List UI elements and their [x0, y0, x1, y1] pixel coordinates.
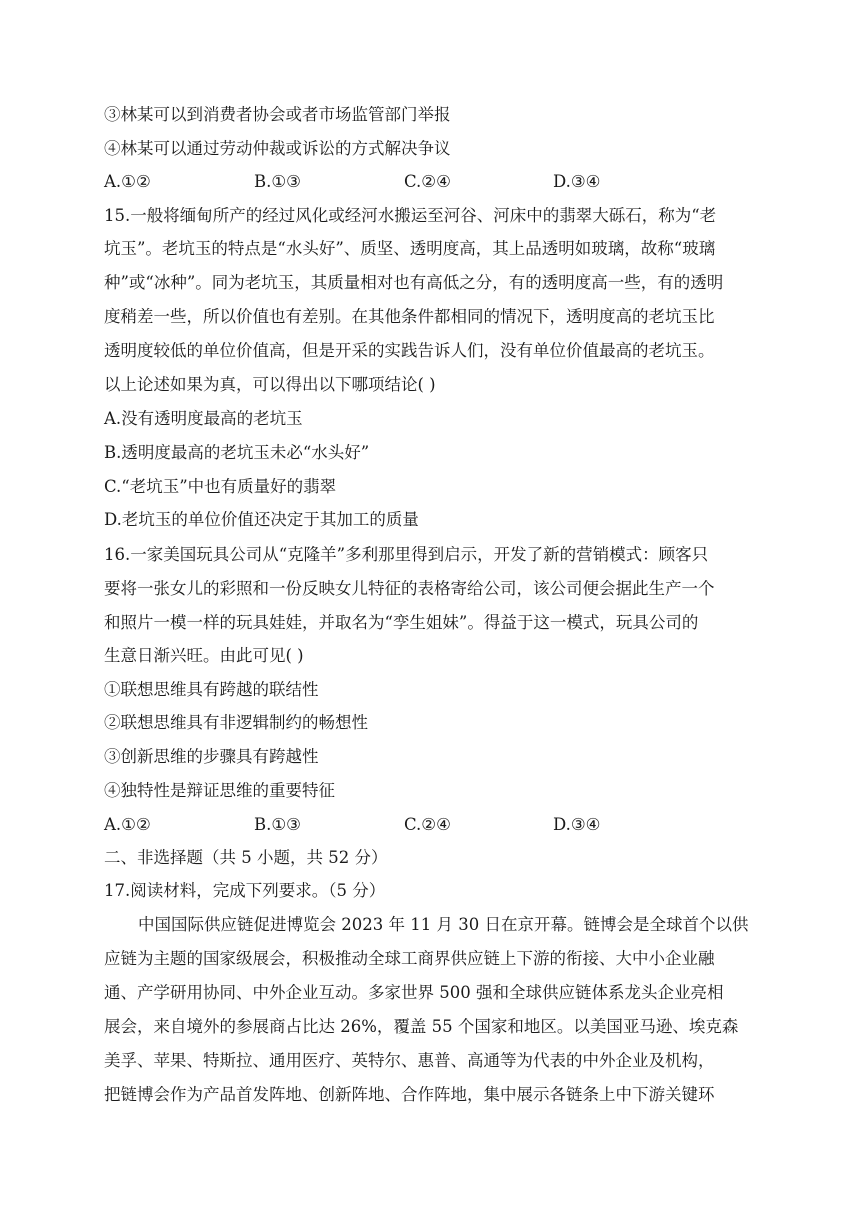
q15-stem-line: 种”或“冰种”。同为老坑玉，其质量相对也有高低之分，有的透明度高一些，有的透明 [104, 273, 724, 292]
q16-stem-line: 要将一张女儿的彩照和一份反映女儿特征的表格寄给公司，该公司便会据此生产一个 [104, 579, 715, 598]
q17-material-line: 美孚、苹果、特斯拉、通用医疗、英特尔、惠普、高通等为代表的中外企业及机构， [104, 1051, 715, 1070]
q15-stem-line: 以上论述如果为真，可以得出以下哪项结论( ) [104, 375, 436, 394]
q14-item-4: ④林某可以通过劳动仲裁或诉讼的方式解决争议 [104, 139, 451, 158]
q15-option-c: C.“老坑玉”中也有质量好的翡翠 [104, 477, 337, 496]
q16-option-d: D.③④ [553, 815, 601, 834]
q16-stem-line: 和照片一模一样的玩具娃娃，并取名为“孪生姐妹”。得益于这一模式，玩具公司的 [104, 613, 699, 632]
q16-item-2: ②联想思维具有非逻辑制约的畅想性 [104, 713, 368, 732]
q15-option-b: B.透明度最高的老坑玉未必“水头好” [104, 443, 370, 462]
q16-option-a: A.①② [104, 815, 151, 834]
q15-stem-line: 坑玉”。老坑玉的特点是“水头好”、质坚、透明度高，其上品透明如玻璃，故称“玻璃 [104, 239, 716, 258]
q14-option-d: D.③④ [553, 172, 601, 191]
q17-material-line: 中国国际供应链促进博览会 2023 年 11 月 30 日在京开幕。链博会是全球首个以供 [138, 915, 749, 934]
q15-stem-line: 15.一般将缅甸所产的经过风化或经河水搬运至河谷、河床中的翡翠大砾石，称为“老 [104, 206, 717, 225]
q14-option-a: A.①② [104, 172, 151, 191]
section-heading: 二、非选择题（共 5 小题，共 52 分） [104, 848, 388, 867]
q16-item-4: ④独特性是辩证思维的重要特征 [104, 781, 335, 800]
q17-material-line: 展会，来自境外的参展商占比达 26%，覆盖 55 个国家和地区。以美国亚马逊、埃克森 [104, 1017, 739, 1036]
q15-option-a: A.没有透明度最高的老坑玉 [104, 409, 303, 428]
q15-stem-line: 度稍差一些，所以价值也有差别。在其他条件都相同的情况下，透明度高的老坑玉比 [104, 307, 715, 326]
q17-stem: 17.阅读材料，完成下列要求。（5 分） [104, 881, 386, 900]
q16-item-1: ①联想思维具有跨越的联结性 [104, 680, 319, 699]
q16-stem-line: 16.一家美国玩具公司从“克隆羊”多利那里得到启示，开发了新的营销模式：顾客只 [104, 545, 709, 564]
q16-item-3: ③创新思维的步骤具有跨越性 [104, 747, 319, 766]
q14-option-c: C.②④ [404, 172, 451, 191]
q15-option-d: D.老坑玉的单位价值还决定于其加工的质量 [104, 510, 419, 529]
q16-stem-line: 生意日渐兴旺。由此可见( ) [104, 646, 304, 665]
q17-material-line: 应链为主题的国家级展会，积极推动全球工商界供应链上下游的衔接、大中小企业融 [104, 949, 715, 968]
q14-item-3: ③林某可以到消费者协会或者市场监管部门举报 [104, 105, 451, 124]
q15-stem-line: 透明度较低的单位价值高，但是开采的实践告诉人们，没有单位价值最高的老坑玉。 [104, 341, 715, 360]
q17-material-line: 通、产学研用协同、中外企业互动。多家世界 500 强和全球供应链体系龙头企业亮相 [104, 983, 724, 1002]
q14-option-b: B.①③ [254, 172, 301, 191]
q17-material-line: 把链博会作为产品首发阵地、创新阵地、合作阵地，集中展示各链条上中下游关键环 [104, 1085, 715, 1104]
q16-option-c: C.②④ [404, 815, 451, 834]
q16-option-b: B.①③ [254, 815, 301, 834]
